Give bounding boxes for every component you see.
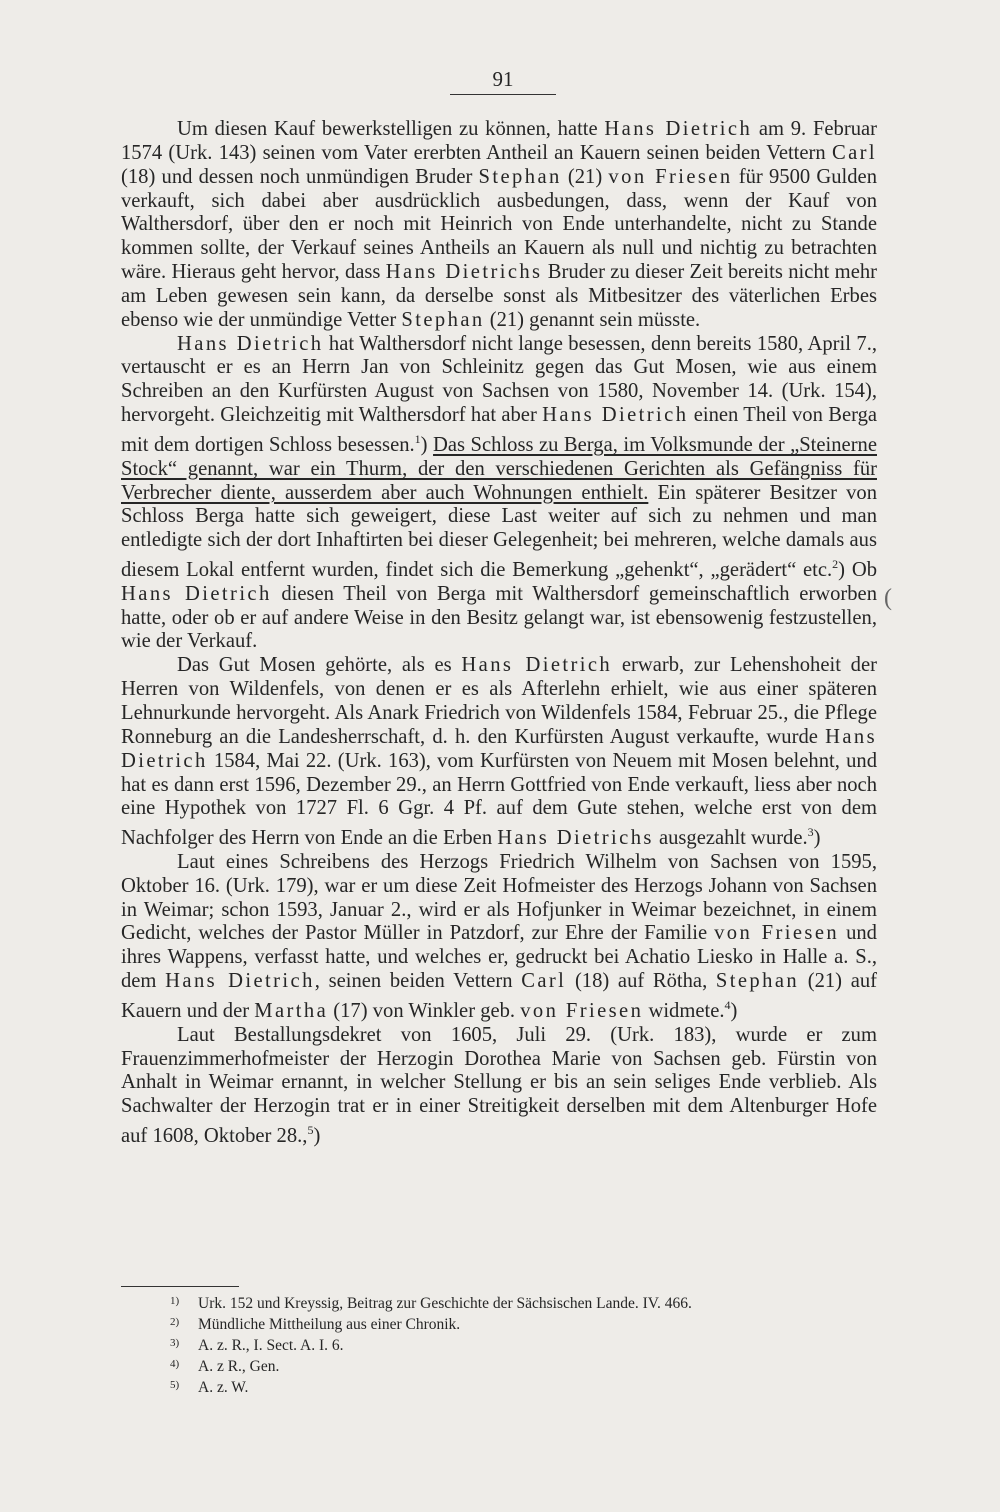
spaced-name: Hans Dietrich <box>177 332 324 355</box>
footnote <box>170 1292 890 1313</box>
footnote-mark: 2) <box>170 1316 180 1328</box>
spaced-name: Stephan <box>478 165 562 188</box>
spaced-name: Carl <box>521 970 567 993</box>
footnote-text: A. z. W. <box>198 1379 249 1396</box>
text-run: Um diesen Kauf bewerkstelligen zu können, hatte <box>177 118 605 140</box>
spaced-name: Hans Dietrichs <box>385 261 543 284</box>
spaced-name: Hans Dietrichs <box>497 827 654 850</box>
text-run: Laut Bestallungsdekret von 1605, Juli 29. (Urk. 183), wurde er zum Frauenzimmerhofmeister der Herzogin Dorothea Marie von Sachsen geb. Fürstin von Anhalt in Weimar ernannt, in welcher Stellung er bis an sein seliges Ende verblieb. Als Sachwalter der Herzogin trat er in einer Streitigkeit derselben mit dem Altenburger Hofe auf 1608, Oktober 28., <box>121 1023 877 1147</box>
text-run: ) <box>813 827 821 850</box>
spaced-name: Hans Dietrich <box>121 725 877 772</box>
text-run: ) <box>313 1124 321 1147</box>
text-run: (18) auf Rötha, <box>566 970 716 993</box>
spaced-name: Hans Dietrich <box>165 970 315 993</box>
footnote-rule <box>121 1286 239 1287</box>
text-run: ) <box>420 433 434 456</box>
paragraph <box>121 1024 877 1149</box>
text-run: am 9. Februar 1574 (Urk. 143) seinen vom Vater ererbten Antheil an Kauern seinen beiden Vettern <box>121 118 877 164</box>
paragraph <box>121 654 877 851</box>
spaced-name: Stephan <box>401 308 485 331</box>
footnote-mark: 4) <box>170 1358 180 1370</box>
text-run: Laut eines Schreibens des Herzogs Friedrich Wilhelm von Sachsen von 1595, Oktober 16. (Urk. 179), war er um diese Zeit Hofmeister des Herzogs Johann von Sachsen in Weimar; schon 1593, Januar 2., wird er als Hofjunker in Weimar bezeichnet, in einem Gedicht, welches der Pastor Müller in Patzdorf, zur Ehre der Familie <box>121 850 877 945</box>
text-run: für 9500 Gulden verkauft, sich dabei aber ausdrücklich ausbedungen, dass, wenn der Kauf von Walthersdorf, über den er noch mit Heinrich von Ende unterhandelte, nicht zu Stande kommen sollte, der Verkauf seines Antheils an Kauern als null und nichtig zu betrachten wäre. Hieraus geht hervor, dass <box>121 165 877 284</box>
text-run: hat Walthersdorf nicht lange besessen, denn bereits 1580, April 7., vertauscht er es an Herrn Jan von Schleinitz gegen das Gut Mosen, wie aus einem Schreiben an den Kurfürsten August von Sachsen von 1580, November 14. (Urk. 154), hervorgeht. Gleichzeitig mit Walthersdorf hat aber <box>121 332 877 427</box>
text-run: widmete. <box>643 999 725 1022</box>
paragraph <box>121 333 877 655</box>
text-run: (21) auf Kauern und der <box>121 970 878 1022</box>
footnote <box>170 1355 890 1376</box>
text-run: (17) von Winkler geb. <box>328 999 521 1022</box>
text-run: (18) und dessen noch unmündigen Bruder <box>121 165 479 188</box>
paragraph <box>121 118 877 333</box>
spaced-name: von Friesen <box>608 165 733 188</box>
text-run: ) <box>730 999 738 1022</box>
spaced-name: Carl <box>831 141 877 164</box>
footnotes <box>170 1292 890 1397</box>
text-run: einen Theil von Berga mit dem dortigen Schloss besessen. <box>121 404 878 456</box>
text-run: Ein späterer Besitzer von Schloss Berga hatte sich geweigert, diese Last weiter auf sich zu nehmen und man entledigte sich der dort Inhaftirten bei dieser Gelegenheit; bei mehreren, welche damals aus diesem Lokal entfernt wurden, findet sich die Bemerkung „gehenkt“, „gerädert“ etc. <box>121 481 877 581</box>
footnote-reference: 4 <box>724 997 731 1012</box>
spaced-name: Martha <box>254 999 329 1022</box>
footnote-mark: 3) <box>170 1337 180 1349</box>
text-run: diesen Theil von Berga mit Walthersdorf gemeinschaftlich erworben hatte, oder ob er auf andere Weise in den Besitz gelangt war, ist ebensowenig festzustellen, wie der Verkauf. <box>121 582 877 653</box>
spaced-name: Hans Dietrich <box>121 582 272 605</box>
text-run: (21) genannt sein müsste. <box>484 308 701 331</box>
margin-pencil-mark: ( <box>884 585 892 611</box>
spaced-name: Stephan <box>715 970 800 993</box>
text-run: Das Gut Mosen gehörte, als es <box>177 654 462 677</box>
footnote-text: Mündliche Mittheilung aus einer Chronik. <box>198 1316 461 1333</box>
underlined-passage: Das Schloss zu Berga, im Volksmunde der „Steinerne Stock“ genannt, war ein Thurm, der den verschiedenen Gerichten als Gefängniss für Verbrecher diente, ausserdem aber auch Wohnungen enthielt. <box>121 433 877 504</box>
text-run: und ihres Wappens, verfasst hatte, und welches er, gedruckt bei Achatio Liesko in Halle a. S., dem <box>121 922 877 993</box>
text-run: ) Ob <box>838 558 877 581</box>
spaced-name: von Friesen <box>520 999 644 1022</box>
footnote-text: A. z. R., I. Sect. A. I. 6. <box>198 1337 344 1354</box>
footnote <box>170 1313 890 1334</box>
footnote-reference: 1 <box>414 431 421 446</box>
text-run: , seinen beiden Vettern <box>314 970 522 993</box>
spaced-name: Hans Dietrich <box>461 654 613 677</box>
paragraph <box>121 851 877 1024</box>
text-run: ausgezahlt wurde. <box>653 827 808 850</box>
footnote <box>170 1376 890 1397</box>
footnote-reference: 3 <box>807 825 814 840</box>
footnote-text: A. z R., Gen. <box>198 1358 280 1375</box>
page-number: 91 <box>450 66 556 95</box>
footnote-text: Urk. 152 und Kreyssig, Beitrag zur Geschichte der Sächsischen Lande. IV. 466. <box>198 1295 692 1312</box>
text-run: Bruder zu dieser Zeit bereits nicht mehr am Leben gewesen sein kann, da derselbe sonst als Mitbesitzer des väterlichen Erbes ebenso wie der unmündige Vetter <box>121 261 877 331</box>
footnote-reference: 5 <box>307 1123 314 1138</box>
footnote-mark: 1) <box>170 1295 180 1307</box>
footnote <box>170 1334 890 1355</box>
spaced-name: Hans Dietrich <box>542 404 689 427</box>
text-run: (21) <box>561 165 609 188</box>
text-run: 1584, Mai 22. (Urk. 163), vom Kurfürsten von Neuem mit Mosen belehnt, und hat es dann erst 1596, Dezember 29., an Herrn Gottfried von Ende verkauft, liess aber noch eine Hypothek von 1727 Fl. 6 Ggr. 4 Pf. auf dem Gute stehen, welche erst von dem Nachfolger des Herrn von Ende an die Erben <box>121 749 877 850</box>
spaced-name: Hans Dietrich <box>604 118 753 140</box>
text-run: erwarb, zur Lehenshoheit der Herren von Wildenfels, von denen er es als Afterlehn erhielt, wie aus einer späteren Lehnurkunde hervorgeht. Als Anark Friedrich von Wildenfels 1584, Februar 25., die Pflege Ronneburg an die Landesherrschaft, d. h. den Kurfürsten August verkaufte, wurde <box>121 654 877 748</box>
spaced-name: von Friesen <box>714 922 840 945</box>
footnote-mark: 5) <box>170 1379 180 1391</box>
footnote-reference: 2 <box>832 557 839 572</box>
body-text <box>121 118 877 1149</box>
